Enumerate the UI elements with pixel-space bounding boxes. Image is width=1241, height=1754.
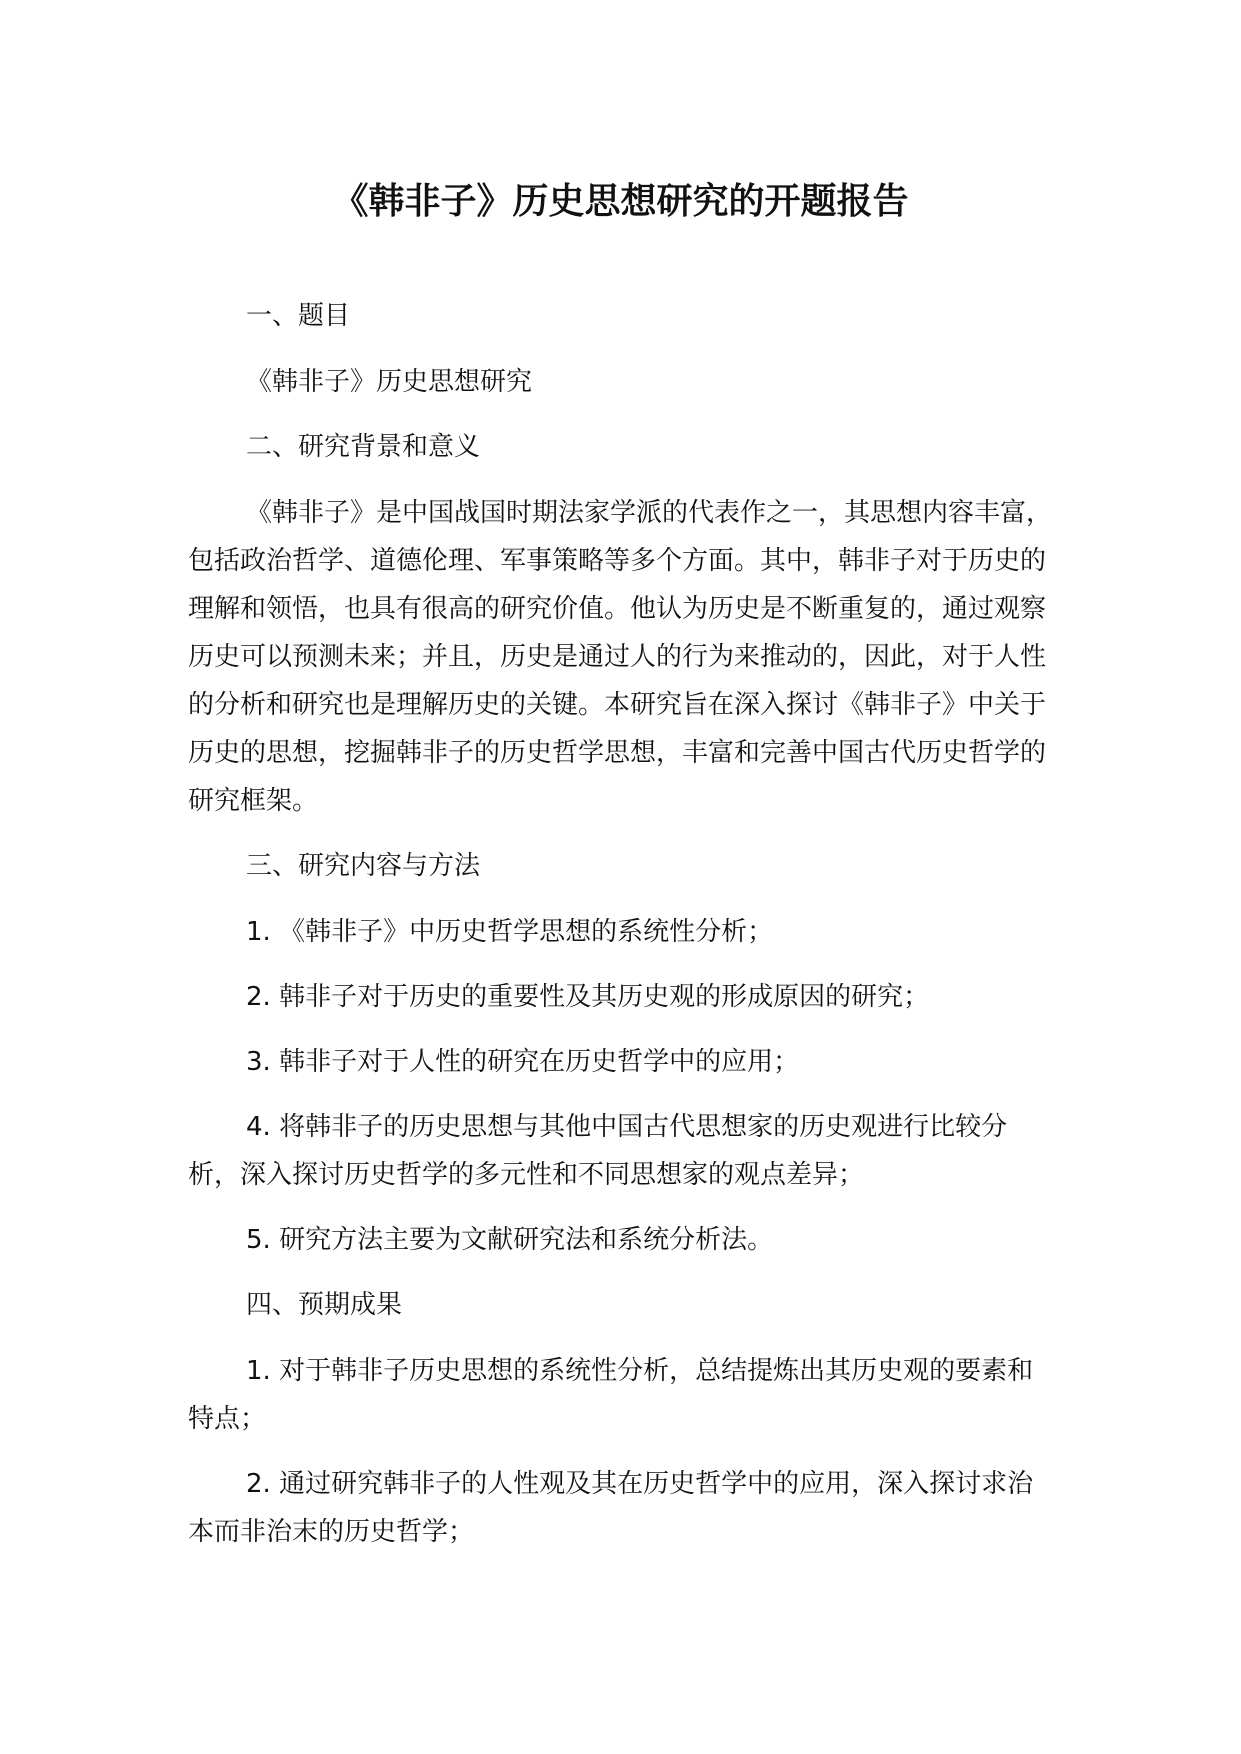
section-heading-topic: 一、题目 <box>246 301 351 331</box>
result-item-1: 1. 对于韩非子历史思想的系统性分析，总结提炼出其历史观的要素和特点； <box>188 1356 1034 1434</box>
section-heading-background: 二、研究背景和意义 <box>246 432 481 462</box>
content-item-4: 4. 将韩非子的历史思想与其他中国古代思想家的历史观进行比较分析，深入探讨历史哲学的多元性和不同思想家的观点差异； <box>188 1112 1008 1190</box>
section-heading-expected-results: 四、预期成果 <box>246 1290 403 1320</box>
document-title: 《韩非子》历史思想研究的开题报告 <box>332 181 909 222</box>
document-body <box>188 292 1054 1573</box>
section-heading-content-methods: 三、研究内容与方法 <box>246 851 481 881</box>
background-paragraph: 《韩非子》是中国战国时期法家学派的代表作之一，其思想内容丰富，包括政治哲学、道德伦理、军事策略等多个方面。其中，韩非子对于历史的理解和领悟，也具有很高的研究价值。他认为历史是不断重复的，通过观察历史可以预测未来；并且，历史是通过人的行为来推动的，因此，对于人性的分析和研究也是理解历史的关键。本研究旨在深入探讨《韩非子》中关于历史的思想，挖掘韩非子的历史哲学思想，丰富和完善中国古代历史哲学的研究框架。 <box>188 498 1053 816</box>
result-item-2: 2. 通过研究韩非子的人性观及其在历史哲学中的应用，深入探讨求治本而非治末的历史哲学； <box>188 1469 1034 1547</box>
content-item-1: 1. 《韩非子》中历史哲学思想的系统性分析； <box>246 917 774 947</box>
content-item-3: 3. 韩非子对于人性的研究在历史哲学中的应用； <box>246 1047 800 1077</box>
content-item-5: 5. 研究方法主要为文献研究法和系统分析法。 <box>246 1225 774 1255</box>
content-item-2: 2. 韩非子对于历史的重要性及其历史观的形成原因的研究； <box>246 982 930 1012</box>
topic-text: 《韩非子》历史思想研究 <box>246 367 533 397</box>
